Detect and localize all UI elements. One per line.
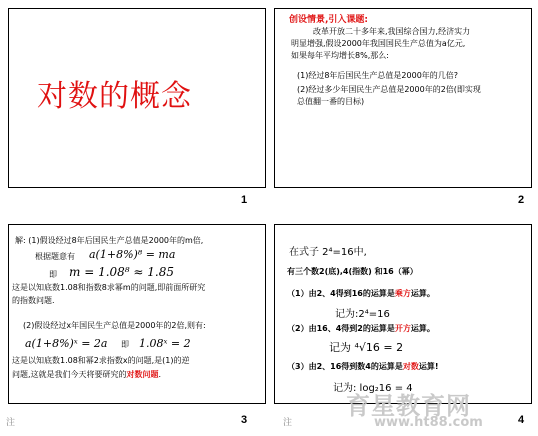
slide-4-item-2-post: 运算。 xyxy=(410,324,435,333)
page-number-3: 3 xyxy=(241,414,248,426)
slide-4-item-2 xyxy=(287,324,435,334)
slide-3-formula-4: 1.08ˣ = 2 xyxy=(139,337,191,350)
slide-2-para-line-2: 明显增强,假设2000年我国国民生产总值为a亿元, xyxy=(291,39,466,48)
slide-4-item-2-op: 开方 xyxy=(394,324,411,333)
slide-3-line-1: 解: (1)假设经过8年后国民生产总值是2000年的m倍, xyxy=(15,236,204,245)
slide-4-intro: 在式子 2⁴=16中, xyxy=(289,247,367,258)
slide-thumbnail-3[interactable] xyxy=(8,224,266,404)
slide-3-para-2-text: 问题,这就是我们今天将要研究的 xyxy=(12,370,127,379)
slide-3-para-2-line-1: 这是以知底数1.08和幂2求指数x的问题,是(1)的逆 xyxy=(12,356,190,365)
slide-2-heading: 创设情景,引入课题: xyxy=(289,15,369,25)
slide-3-para-2-line-2 xyxy=(12,370,161,380)
slide-thumbnail-1[interactable] xyxy=(8,8,266,188)
watermark-logo: 育星教育网 xyxy=(346,392,471,420)
slide-thumbnail-2[interactable] xyxy=(274,8,532,188)
slide-3-ji-2: 即 xyxy=(121,340,129,349)
slide-3-line-3: (2)假设经过x年国民生产总值是2000年的2倍,则有: xyxy=(23,321,206,330)
slide-4-item-1 xyxy=(287,289,435,299)
slide-3-para-2-end: . xyxy=(158,370,162,379)
slide-2-para-line-3: 如果每年平均增长8%,那么: xyxy=(291,51,389,60)
slide-4-notation-1: 记为:2⁴=16 xyxy=(335,309,390,320)
slide-4-notation-2: 记为 ⁴√16 = 2 xyxy=(329,341,404,354)
slide-4-item-2-pre: （2）由16、4得到2的运算是 xyxy=(287,324,395,333)
slide-3-formula-2: m = 1.08⁸ ≈ 1.85 xyxy=(69,265,174,279)
slide-2-para-line-1: 改革开放二十多年来,我国综合国力,经济实力 xyxy=(313,27,471,36)
slide-3-formula-3: a(1+8%)ˣ = 2a xyxy=(25,337,108,350)
slide-2-question-2-line-2: 总值翻一番的目标) xyxy=(297,97,365,106)
page-number-4: 4 xyxy=(518,414,525,426)
slide-4-item-3-op: 对数 xyxy=(402,362,419,371)
slide-2-question-1: (1)经过8年后国民生产总值是2000年的几倍? xyxy=(297,71,459,80)
slide-3-highlight: 对数问题 xyxy=(126,370,159,379)
slide-4-item-3-post: 运算! xyxy=(418,362,439,371)
slide-3-line-2: 根据题意有 xyxy=(35,252,75,261)
slide-3-para-1-line-2: 的指数问题. xyxy=(12,296,55,305)
slide-2-question-2-line-1: (2)经过多少年国民生产总值是2000年的2倍(即实现 xyxy=(297,85,481,94)
slide-3-para-1-line-1: 这是以知底数1.08和指数8求幂m的问题,即前面所研究 xyxy=(12,283,206,292)
page-number-1: 1 xyxy=(241,194,248,206)
slide-4-count-line: 有三个数2(底),4(指数) 和16（幂） xyxy=(287,267,418,276)
slide-4-item-1-post: 运算。 xyxy=(410,289,435,298)
slide-4-item-3 xyxy=(287,362,439,372)
slide-thumbnail-4[interactable] xyxy=(274,224,532,404)
watermark-url: www.ht88.com xyxy=(374,415,483,430)
page-number-2: 2 xyxy=(518,194,525,206)
slide-1-title: 对数的概念 xyxy=(37,79,192,114)
slide-4-item-1-op: 乘方 xyxy=(394,289,411,298)
notes-icon-slide-3[interactable]: 注 xyxy=(6,418,16,428)
slide-3-formula-1: a(1+8%)⁸ = ma xyxy=(89,248,176,261)
notes-icon-slide-4[interactable]: 注 xyxy=(283,418,293,428)
slide-4-item-1-pre: （1）由2、4得到16的运算是 xyxy=(287,289,395,298)
slide-4-notation-3: 记为: log₂16 = 4 xyxy=(333,383,413,394)
slide-4-item-3-pre: （3）由2、16得到数4的运算是 xyxy=(287,362,403,371)
slide-3-ji-1: 即 xyxy=(49,270,57,279)
